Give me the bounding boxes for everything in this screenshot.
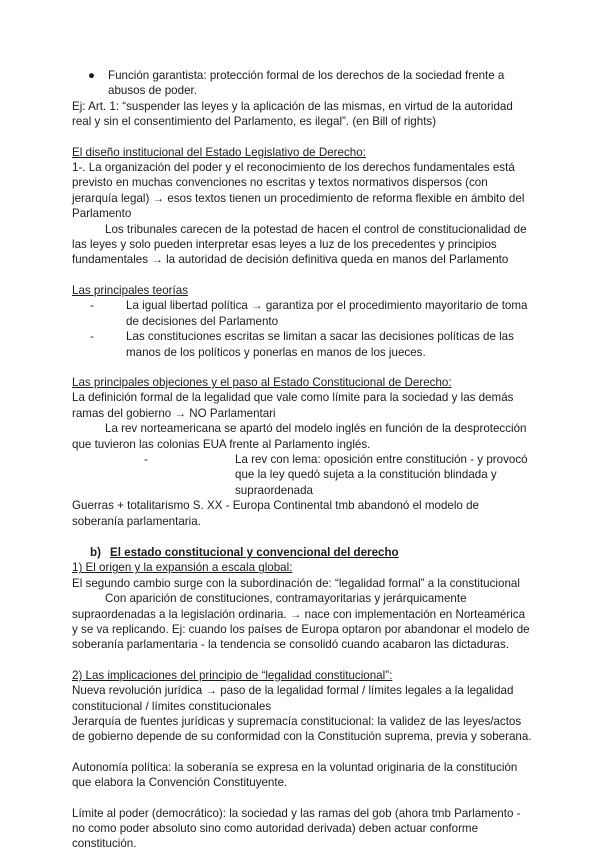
list-item-text: La igual libertad política → garantiza por el procedimiento mayoritario de toma de decisiones del Parlamento [126, 299, 528, 328]
paragraph-tribunales: Los tribunales carecen de la potestad de hacen el control de constitucionalidad de las leyes y solo pueden interpretar esas leyes a luz de los precedentes y principios fundamentales → la autoridad de decisión definitiva queda en manos del Parlamento [72, 222, 527, 267]
paragraph-segundo-cambio: El segundo cambio surge con la subordinación de: “legalidad formal” a la constitucional [72, 576, 520, 590]
heading-origen-expansion: 1) El origen y la expansión a escala global: [72, 561, 293, 575]
bullet-text: Función garantista: protección formal de los derechos de la sociedad frente a abusos de poder. [108, 69, 505, 98]
dash-marker: - [144, 452, 148, 466]
heading-diseno-institucional: El diseño institucional del Estado Legislativo de Derecho: [72, 145, 366, 159]
document-page [72, 68, 532, 852]
dash-marker: - [90, 299, 94, 313]
heading-principales-objeciones: Las principales objeciones y el paso al Estado Constitucional de Derecho: [72, 375, 452, 389]
bullet-marker: ● [88, 69, 96, 82]
heading-principales-teorias: Las principales teorías [72, 283, 188, 297]
list-item-teoria-1 [72, 298, 532, 329]
paragraph-guerras-totalitarismo: Guerras + totalitarismo S. XX - Europa Continental tmb abandonó el modelo de soberanía parlamentaria. [72, 499, 479, 528]
list-item-text: Las constituciones escritas se limitan a sacar las decisiones políticas de las manos de los políticos y ponerlas en manos de los jueces. [126, 330, 514, 359]
paragraph-ejemplo-bill-of-rights: Ej: Art. 1: “suspender las leyes y la aplicación de las mismas, en virtud de la autoridad real y sin el consentimiento del Parlamento, es ilegal”. (en Bill of rights) [72, 99, 513, 129]
paragraph-definicion-formal: La definición formal de la legalidad que vale como límite para la sociedad y las demás ramas del gobierno → NO Parlamentari [72, 391, 514, 420]
paragraph-limite-poder: Límite al poder (democrático): la sociedad y las ramas del gob (ahora tmb Parlamento - no como poder absoluto sino como autoridad derivada) deben actuar conforme constitución. [72, 806, 521, 851]
heading-implicaciones: 2) Las implicaciones del principio de “legalidad constitucional”: [72, 668, 393, 682]
paragraph-autonomia-politica: Autonomía política: la soberanía se expresa en la voluntad originaria de la constitución que elabora la Convención Constituyente. [72, 760, 518, 790]
list-item-rev-lema [72, 452, 532, 498]
bullet-funcion-garantista [72, 68, 532, 99]
section-heading-b [72, 545, 532, 560]
section-title: El estado constitucional y convencional del derecho [110, 545, 399, 559]
list-item-teoria-2 [72, 329, 532, 360]
paragraph-aparicion-constituciones: Con aparición de constituciones, contramayoritarias y jerárquicamente supraordenadas a la legislación ordinaria. → nace con implementación en Norteamérica y se va replicando. Ej: cuando los países de Europa optaron por abandonar el modelo de soberanía parlamentaria - la tendencia se consolidó cuando acabaron las dictaduras. [72, 592, 530, 652]
section-marker: b) [90, 545, 101, 559]
dash-marker: - [90, 330, 94, 344]
paragraph-jerarquia-fuentes: Jerarquía de fuentes jurídicas y supremacía constitucional: la validez de las leyes/actos de gobierno depende de su conformidad con la Constitución suprema, previa y soberana. [72, 715, 532, 744]
paragraph-rev-norteamericana: La rev norteamericana se apartó del modelo inglés en función de la desprotección que tuvieron las colonias EUA frente al Parlamento inglés. [72, 422, 527, 451]
paragraph-nueva-revolucion: Nueva revolución jurídica → paso de la legalidad formal / límites legales a la legalidad constitucional / límites constitucionales [72, 684, 514, 713]
list-item-text: La rev con lema: oposición entre constitución - y provocó que la ley quedó sujeta a la constitución blindada y supraordenada [235, 452, 528, 497]
paragraph-organizacion-poder: 1-. La organización del poder y el reconocimiento de los derechos fundamentales está previsto en muchas convenciones no escritas y textos normativos dispersos (con jerarquía legal) → esos textos tienen un procedimiento de reforma flexible en ámbito del Parlamento [72, 161, 525, 221]
